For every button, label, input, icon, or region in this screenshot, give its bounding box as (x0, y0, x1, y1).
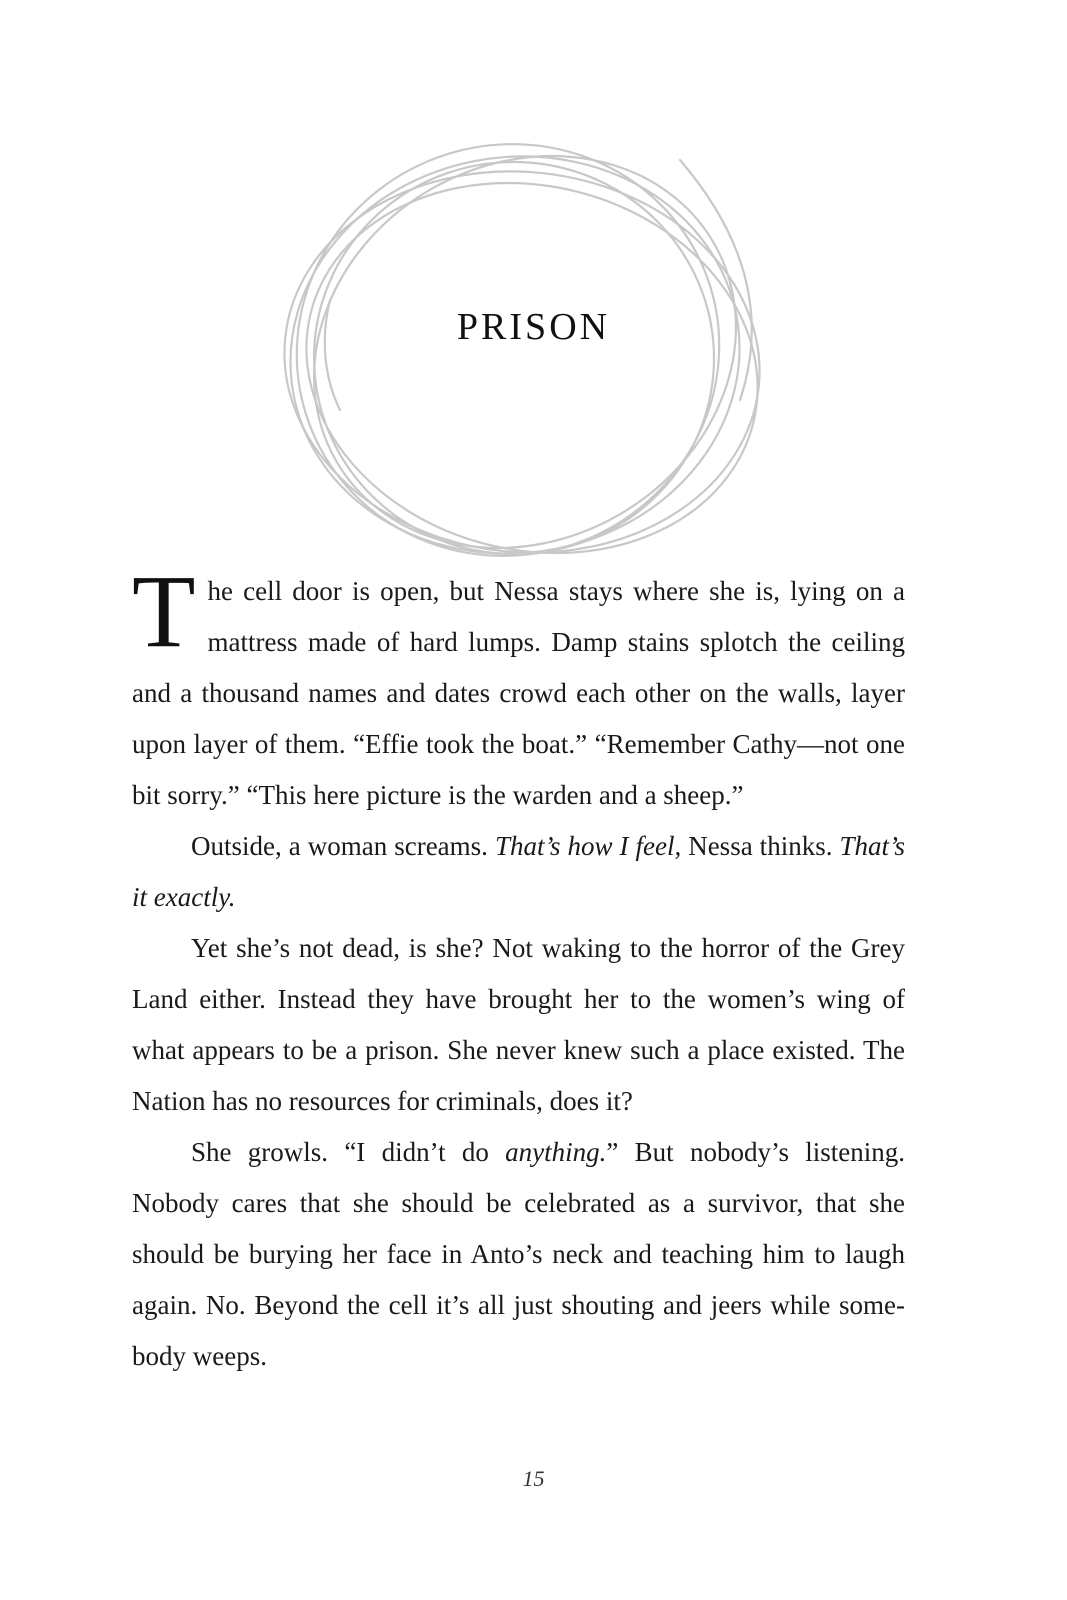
page-number: 15 (522, 1466, 545, 1491)
paragraph-1 (132, 554, 905, 821)
italic-emphasis: anything. (505, 1137, 607, 1167)
scribbled-circle-icon (270, 140, 790, 580)
chapter-body (132, 554, 906, 1382)
italic-thought: That’s it exactly. (132, 831, 905, 912)
chapter-title: PRISON (456, 306, 611, 348)
paragraph-2 (132, 821, 905, 923)
paragraph-3 (132, 923, 905, 1127)
paragraph-text: ” But nobody’s listening. Nobody cares that she should be celebrated as a survivor, that she should be burying her face in Anto’s neck and teaching him to laugh again. No. Beyond the cell it’s all just shouting and jeers while some-body weeps. (132, 1137, 906, 1371)
paragraph-text: Outside, a woman screams. (191, 831, 495, 861)
paragraph-text: he cell door is open, but Nessa stays where she is, lying on a mattress made of hard lumps. Damp stains splotch the ceiling and a thousand names and dates crowd each other on the walls, layer upon layer of them. “Effie took the boat.” “Remember Cathy—not one bit sorry.” “This here picture is the warden and a sheep.” (132, 576, 905, 810)
paragraph-text: She growls. “I didn’t do (191, 1137, 506, 1167)
paragraph-4 (132, 1127, 905, 1382)
paragraph-text: Yet she’s not dead, is she? Not waking to the horror of the Grey Land either. Instead they have brought her to the women’s wing of what appears to be a prison. She never knew such a place existed. The Nation has no resources for criminals, does it? (132, 933, 905, 1116)
drop-cap: T (132, 554, 196, 669)
paragraph-text: Nessa thinks. (681, 831, 840, 861)
italic-thought: That’s how I feel, (494, 831, 682, 861)
